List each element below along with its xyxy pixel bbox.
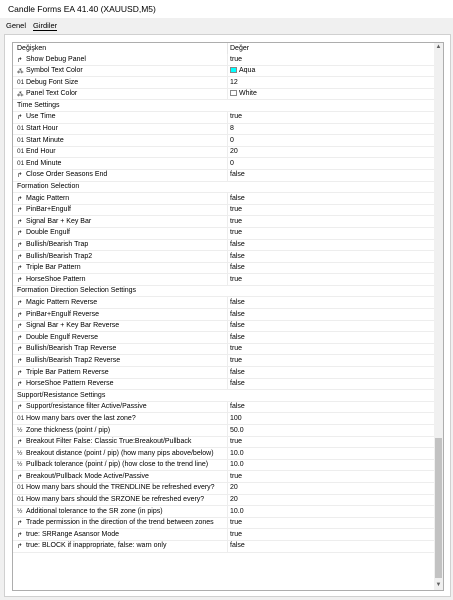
column-divider xyxy=(227,205,228,216)
column-divider xyxy=(227,460,228,471)
fraction-icon: ½ xyxy=(17,507,23,515)
table-row[interactable] xyxy=(13,506,434,518)
param-name: Double Engulf Reverse xyxy=(26,333,98,341)
table-row[interactable] xyxy=(13,274,434,286)
param-name: Bullish/Bearish Trap2 Reverse xyxy=(26,356,121,364)
color-swatch xyxy=(230,67,237,73)
toggle-icon: ↱ xyxy=(17,473,23,481)
param-value[interactable]: 10.0 xyxy=(230,449,244,457)
table-row[interactable] xyxy=(13,471,434,483)
param-value[interactable]: true xyxy=(230,275,243,283)
param-name: How many bars should the SRZONE be refreshed every? xyxy=(26,496,205,504)
column-divider xyxy=(227,147,228,158)
param-value[interactable]: false xyxy=(230,380,245,388)
param-value[interactable]: 50.0 xyxy=(230,426,244,434)
param-name: PinBar+Engulf Reverse xyxy=(26,310,99,318)
param-value[interactable]: false xyxy=(230,403,245,411)
param-value[interactable]: false xyxy=(230,171,245,179)
param-name: Breakout distance (point / pip) (how many pips above/below) xyxy=(26,449,214,457)
column-divider xyxy=(227,448,228,459)
number-icon: 01 xyxy=(17,78,25,86)
table-row[interactable] xyxy=(13,135,434,147)
table-row[interactable] xyxy=(13,66,434,78)
param-name: Signal Bar + Key Bar Reverse xyxy=(26,322,120,330)
param-value[interactable]: 10.0 xyxy=(230,461,244,469)
palette-icon: ⁂ xyxy=(17,68,24,76)
toggle-icon: ↱ xyxy=(17,299,23,307)
toggle-icon: ↱ xyxy=(17,543,23,551)
param-value[interactable]: false xyxy=(230,322,245,330)
param-value[interactable]: false xyxy=(230,333,245,341)
param-value[interactable]: 8 xyxy=(230,125,234,133)
param-value[interactable]: true xyxy=(230,356,243,364)
table-row[interactable] xyxy=(13,448,434,460)
toggle-icon: ↱ xyxy=(17,323,23,331)
toggle-icon: ↱ xyxy=(17,253,23,261)
table-row[interactable] xyxy=(13,541,434,553)
table-row[interactable] xyxy=(13,483,434,495)
fraction-icon: ½ xyxy=(17,449,23,457)
param-name: How many bars should the TRENDLINE be refreshed every? xyxy=(26,484,215,492)
param-name: Start Minute xyxy=(26,136,64,144)
param-name: Support/resistance filter Active/Passive xyxy=(26,403,147,411)
param-name: How many bars over the last zone? xyxy=(26,414,136,422)
table-row[interactable] xyxy=(13,216,434,228)
column-divider xyxy=(227,506,228,517)
column-divider xyxy=(227,425,228,436)
column-divider xyxy=(227,297,228,308)
param-value[interactable]: false xyxy=(230,264,245,272)
section-header xyxy=(13,182,434,194)
table-row[interactable] xyxy=(13,297,434,309)
window-title: Candle Forms EA 41.40 (XAUUSD,M5) xyxy=(8,4,156,14)
column-divider xyxy=(227,66,228,77)
section-title: Formation Direction Selection Settings xyxy=(17,287,137,295)
column-divider xyxy=(227,135,228,146)
palette-icon: ⁂ xyxy=(17,91,24,99)
toggle-icon: ↱ xyxy=(17,265,23,273)
table-row[interactable] xyxy=(13,54,434,66)
column-divider xyxy=(227,518,228,529)
table-row[interactable] xyxy=(13,158,434,170)
tab-inputs[interactable]: Girdiler xyxy=(33,21,58,30)
toggle-icon: ↱ xyxy=(17,404,23,412)
column-header-value[interactable]: Değer xyxy=(230,44,250,52)
param-name: Breakout Filter False: Classic True:Breakout/Pullback xyxy=(26,438,192,446)
table-row[interactable] xyxy=(13,147,434,159)
param-name: Double Engulf xyxy=(26,229,70,237)
section-header xyxy=(13,286,434,298)
table-row[interactable] xyxy=(13,332,434,344)
table-row[interactable] xyxy=(13,460,434,472)
param-value[interactable]: false xyxy=(230,194,245,202)
number-icon: 01 xyxy=(17,496,25,504)
section-title: Support/Resistance Settings xyxy=(17,391,106,399)
column-header-variable[interactable]: Değişken xyxy=(17,44,47,52)
column-divider xyxy=(227,193,228,204)
param-value[interactable]: 20 xyxy=(230,148,238,156)
param-value[interactable]: true xyxy=(230,530,243,538)
number-icon: 01 xyxy=(17,148,25,156)
grid-header xyxy=(13,43,434,54)
param-name: Additional tolerance to the SR zone (in pips) xyxy=(26,507,163,515)
table-row[interactable] xyxy=(13,228,434,240)
section-header xyxy=(13,100,434,112)
toggle-icon: ↱ xyxy=(17,311,23,319)
column-divider[interactable] xyxy=(227,43,228,54)
scroll-down-icon[interactable]: ▼ xyxy=(435,582,442,588)
param-value[interactable]: 20 xyxy=(230,496,238,504)
table-row[interactable] xyxy=(13,112,434,124)
column-divider xyxy=(227,413,228,424)
column-divider xyxy=(227,158,228,169)
param-name: Use Time xyxy=(26,113,56,121)
toggle-icon: ↱ xyxy=(17,369,23,377)
column-divider xyxy=(227,170,228,181)
inputs-grid xyxy=(12,42,444,591)
param-name: End Minute xyxy=(26,159,62,167)
param-value[interactable]: true xyxy=(230,229,243,237)
toggle-icon: ↱ xyxy=(17,242,23,249)
param-value[interactable] xyxy=(230,90,257,97)
table-row[interactable] xyxy=(13,89,434,101)
param-name: Breakout/Pullback Mode Active/Passive xyxy=(26,472,149,480)
param-name: Triple Bar Pattern xyxy=(26,264,81,272)
toggle-icon: ↱ xyxy=(17,357,23,365)
column-divider xyxy=(227,112,228,123)
column-divider xyxy=(227,274,228,285)
column-divider xyxy=(227,483,228,494)
param-name: Bullish/Bearish Trap Reverse xyxy=(26,345,117,353)
column-divider xyxy=(227,541,228,552)
inputs-panel xyxy=(4,34,451,597)
table-row[interactable] xyxy=(13,529,434,541)
tab-general[interactable]: Genel xyxy=(6,21,27,30)
toggle-icon: ↱ xyxy=(17,218,23,226)
table-row[interactable] xyxy=(13,251,434,263)
param-name: Start Hour xyxy=(26,125,58,133)
param-name: Close Order Seasons End xyxy=(26,171,108,179)
column-divider xyxy=(227,54,228,65)
param-value[interactable]: 100 xyxy=(230,414,242,422)
param-value[interactable] xyxy=(230,67,255,74)
param-value[interactable]: 10.0 xyxy=(230,507,244,515)
column-divider xyxy=(227,309,228,320)
number-icon: 01 xyxy=(17,484,25,492)
column-divider xyxy=(227,124,228,135)
param-value[interactable]: true xyxy=(230,345,243,353)
table-row[interactable] xyxy=(13,437,434,449)
param-value[interactable]: false xyxy=(230,252,245,260)
toggle-icon: ↱ xyxy=(17,381,23,389)
table-row[interactable] xyxy=(13,367,434,379)
color-swatch xyxy=(230,90,237,96)
section-title: Time Settings xyxy=(17,101,60,109)
param-name: HorseShoe Pattern xyxy=(26,275,86,283)
toggle-icon: ↱ xyxy=(17,207,23,215)
table-row[interactable] xyxy=(13,170,434,182)
vertical-scrollbar[interactable] xyxy=(434,43,443,590)
column-divider xyxy=(227,240,228,251)
table-row[interactable] xyxy=(13,240,434,252)
color-name: Aqua xyxy=(239,67,256,75)
toggle-icon: ↱ xyxy=(17,346,23,354)
param-value[interactable]: true xyxy=(230,519,243,527)
scroll-up-icon[interactable]: ▲ xyxy=(435,44,442,50)
scrollbar-thumb[interactable] xyxy=(435,438,442,578)
param-value[interactable]: 0 xyxy=(230,136,234,144)
toggle-icon: ↱ xyxy=(17,56,23,64)
param-name: End Hour xyxy=(26,148,56,156)
color-name: White xyxy=(239,90,257,98)
param-name: Magic Pattern Reverse xyxy=(26,298,98,306)
column-divider xyxy=(227,379,228,390)
table-row[interactable] xyxy=(13,413,434,425)
column-divider xyxy=(227,344,228,355)
param-value[interactable]: 20 xyxy=(230,484,238,492)
column-divider xyxy=(227,77,228,88)
table-row[interactable] xyxy=(13,379,434,391)
param-name: Show Debug Panel xyxy=(26,55,86,63)
table-row[interactable] xyxy=(13,263,434,275)
param-name: Signal Bar + Key Bar xyxy=(26,217,92,225)
table-row[interactable] xyxy=(13,321,434,333)
column-divider xyxy=(227,263,228,274)
toggle-icon: ↱ xyxy=(17,172,23,180)
column-divider xyxy=(227,355,228,366)
column-divider xyxy=(227,402,228,413)
toggle-icon: ↱ xyxy=(17,230,23,238)
column-divider xyxy=(227,228,228,239)
section-header xyxy=(13,390,434,402)
param-value[interactable]: false xyxy=(230,241,245,248)
toggle-icon: ↱ xyxy=(17,531,23,539)
column-divider xyxy=(227,251,228,262)
param-name: Panel Text Color xyxy=(26,90,78,98)
param-name: Magic Pattern xyxy=(26,194,70,202)
param-value[interactable]: false xyxy=(230,542,245,550)
window-titlebar xyxy=(0,0,453,18)
column-divider xyxy=(227,321,228,332)
column-divider xyxy=(227,332,228,343)
number-icon: 01 xyxy=(17,159,25,167)
column-divider xyxy=(227,471,228,482)
param-value[interactable]: true xyxy=(230,217,243,225)
param-name: HorseShoe Pattern Reverse xyxy=(26,380,114,388)
param-name: Pullback tolerance (point / pip) (how close to the trend line) xyxy=(26,461,209,469)
param-value[interactable]: 0 xyxy=(230,159,234,167)
number-icon: 01 xyxy=(17,414,25,422)
number-icon: 01 xyxy=(17,125,25,133)
param-name: PinBar+Engulf xyxy=(26,206,71,214)
table-row[interactable] xyxy=(13,402,434,414)
param-value[interactable]: true xyxy=(230,55,243,63)
toggle-icon: ↱ xyxy=(17,276,23,284)
table-row[interactable] xyxy=(13,518,434,530)
param-value[interactable]: true xyxy=(230,438,243,446)
toggle-icon: ↱ xyxy=(17,334,23,342)
table-row[interactable] xyxy=(13,425,434,437)
toggle-icon: ↱ xyxy=(17,114,23,122)
param-value[interactable]: true xyxy=(230,206,243,214)
column-divider xyxy=(227,529,228,540)
param-value[interactable]: false xyxy=(230,298,245,306)
table-row[interactable] xyxy=(13,309,434,321)
toggle-icon: ↱ xyxy=(17,195,23,203)
param-value[interactable]: true xyxy=(230,472,243,480)
table-row[interactable] xyxy=(13,355,434,367)
param-value[interactable]: false xyxy=(230,310,245,318)
tab-bar xyxy=(0,18,453,34)
toggle-icon: ↱ xyxy=(17,439,23,447)
param-name: Zone thickness (point / pip) xyxy=(26,426,111,434)
number-icon: 01 xyxy=(17,136,25,144)
param-name: Trade permission in the direction of the trend between zones xyxy=(26,519,214,527)
table-row[interactable] xyxy=(13,495,434,507)
fraction-icon: ½ xyxy=(17,461,23,469)
section-title: Formation Selection xyxy=(17,183,80,191)
table-row[interactable] xyxy=(13,77,434,89)
column-divider xyxy=(227,89,228,100)
column-divider xyxy=(227,367,228,378)
param-name: true: SRRange Asansor Mode xyxy=(26,530,119,538)
table-row[interactable] xyxy=(13,344,434,356)
param-name: Bullish/Bearish Trap2 xyxy=(26,252,93,260)
table-row[interactable] xyxy=(13,205,434,217)
column-divider xyxy=(227,437,228,448)
column-divider xyxy=(227,495,228,506)
param-name: Symbol Text Color xyxy=(26,67,83,75)
param-value[interactable]: 12 xyxy=(230,78,238,86)
param-name: Triple Bar Pattern Reverse xyxy=(26,368,109,376)
grid-rows xyxy=(13,54,434,553)
param-value[interactable]: false xyxy=(230,368,245,376)
table-row[interactable] xyxy=(13,193,434,205)
toggle-icon: ↱ xyxy=(17,520,23,528)
table-row[interactable] xyxy=(13,124,434,136)
param-name: true: BLOCK if inappropriate, false: warn only xyxy=(26,542,167,550)
param-name: Bullish/Bearish Trap xyxy=(26,241,89,248)
param-value[interactable]: true xyxy=(230,113,243,121)
param-name: Debug Font Size xyxy=(26,78,79,86)
column-divider xyxy=(227,216,228,227)
fraction-icon: ½ xyxy=(17,426,23,434)
